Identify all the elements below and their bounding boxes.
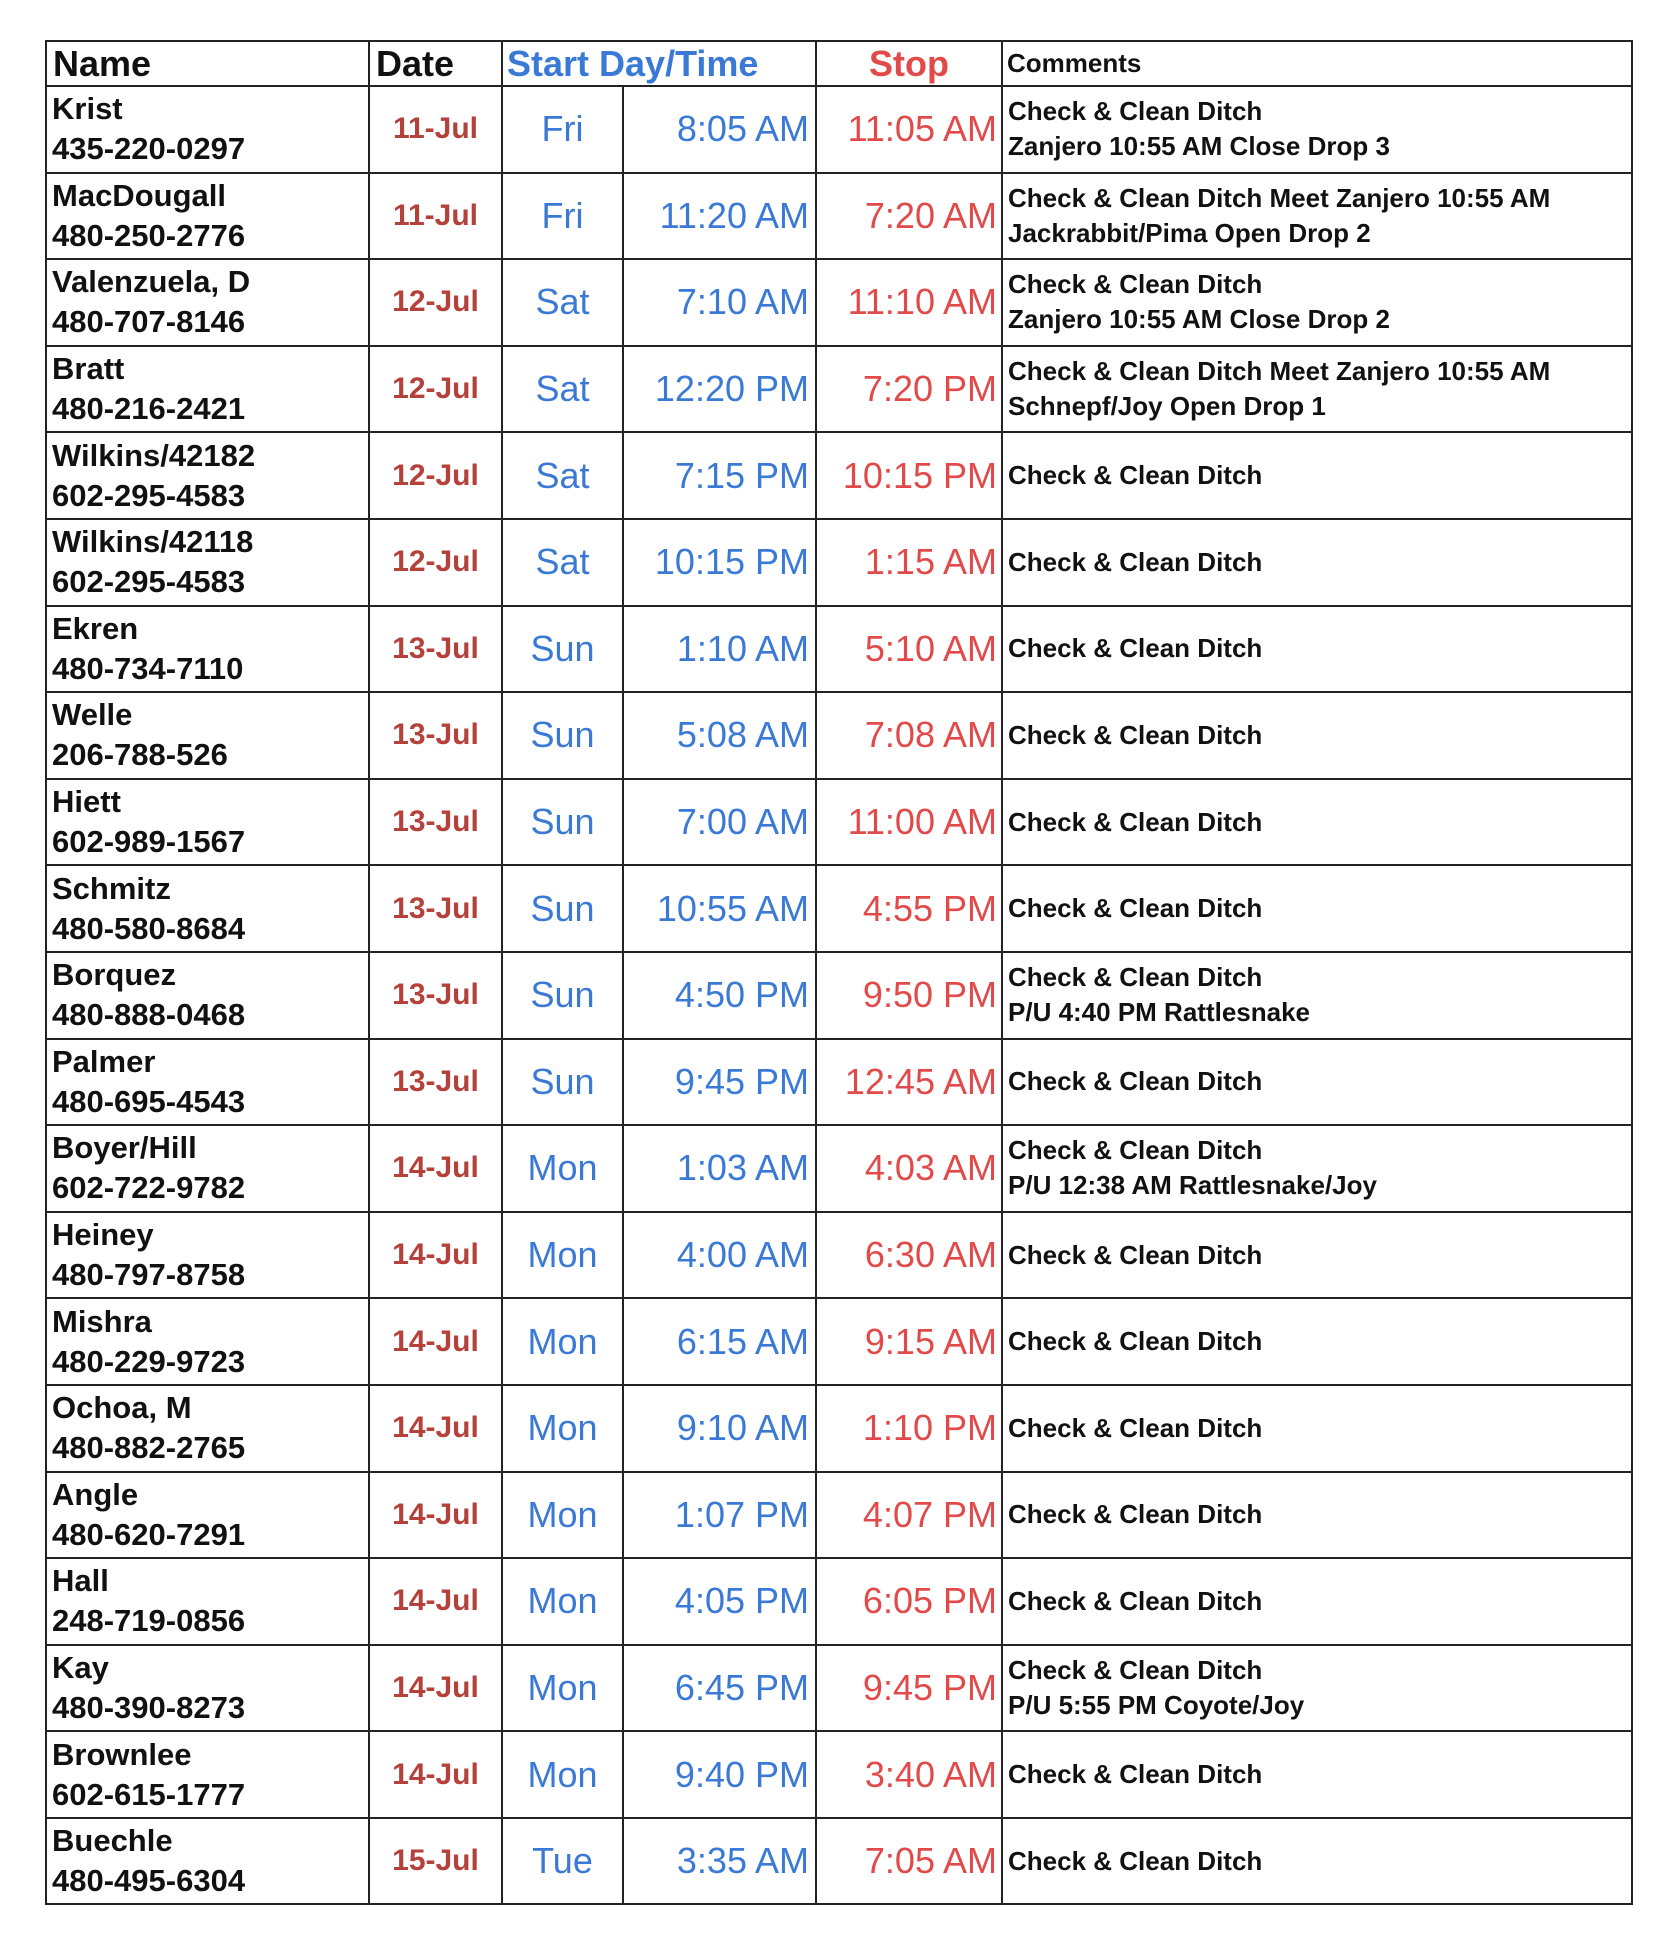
day-cell: Sat: [502, 346, 623, 433]
stop-time-cell: 5:10 AM: [816, 606, 1002, 693]
day-cell: Mon: [502, 1645, 623, 1732]
phone-number: 480-495-6304: [52, 1863, 246, 1899]
comment-line-2: Schnepf/Joy Open Drop 1: [1008, 391, 1326, 422]
date-cell: 13-Jul: [369, 692, 502, 779]
stop-time-cell: 11:10 AM: [816, 259, 1002, 346]
name-cell: [46, 1385, 369, 1472]
stop-time-cell: 9:15 AM: [816, 1298, 1002, 1385]
start-time-cell: 9:40 PM: [623, 1731, 816, 1818]
date-cell: 13-Jul: [369, 606, 502, 693]
person-name: Palmer: [52, 1043, 156, 1079]
table-row: [46, 432, 1632, 519]
day-cell: Mon: [502, 1731, 623, 1818]
comments-cell: [1002, 432, 1632, 519]
table-row: [46, 173, 1632, 260]
date-cell: 14-Jul: [369, 1212, 502, 1299]
table-row: [46, 1298, 1632, 1385]
day-cell: Sat: [502, 519, 623, 606]
header-date: Date: [369, 41, 502, 86]
comment-line-1: Check & Clean Ditch: [1008, 633, 1263, 664]
start-time-cell: 4:00 AM: [623, 1212, 816, 1299]
name-cell: [46, 1472, 369, 1559]
start-time-cell: 1:07 PM: [623, 1472, 816, 1559]
comment-line-1: Check & Clean Ditch: [1008, 269, 1263, 300]
comment-line-1: Check & Clean Ditch: [1008, 96, 1263, 127]
phone-number: 602-722-9782: [52, 1170, 246, 1206]
table-row: [46, 1125, 1632, 1212]
date-cell: 13-Jul: [369, 865, 502, 952]
day-cell: Fri: [502, 86, 623, 173]
person-name: Hiett: [52, 784, 121, 820]
comment-line-1: Check & Clean Ditch: [1008, 460, 1263, 491]
phone-number: 480-888-0468: [52, 997, 246, 1033]
phone-number: 480-734-7110: [52, 650, 244, 686]
comment-line-2: P/U 12:38 AM Rattlesnake/Joy: [1008, 1170, 1377, 1201]
name-cell: [46, 779, 369, 866]
table-row: [46, 346, 1632, 433]
start-time-cell: 5:08 AM: [623, 692, 816, 779]
stop-time-cell: 3:40 AM: [816, 1731, 1002, 1818]
start-time-cell: 4:05 PM: [623, 1558, 816, 1645]
date-cell: 14-Jul: [369, 1731, 502, 1818]
comment-line-1: Check & Clean Ditch: [1008, 1585, 1263, 1616]
person-name: Hall: [52, 1563, 109, 1599]
header-row: [46, 41, 1632, 86]
date-cell: 14-Jul: [369, 1385, 502, 1472]
person-name: Kay: [52, 1649, 109, 1685]
stop-time-cell: 7:05 AM: [816, 1818, 1002, 1905]
person-name: Bratt: [52, 351, 125, 387]
comments-cell: [1002, 519, 1632, 606]
name-cell: [46, 86, 369, 173]
header-name: Name: [46, 41, 369, 86]
header-start-day-time: Start Day/Time: [502, 41, 816, 86]
stop-time-cell: 7:20 AM: [816, 173, 1002, 260]
start-time-cell: 7:00 AM: [623, 779, 816, 866]
start-time-cell: 8:05 AM: [623, 86, 816, 173]
day-cell: Sun: [502, 606, 623, 693]
table-row: [46, 519, 1632, 606]
name-cell: [46, 1558, 369, 1645]
comment-line-1: Check & Clean Ditch: [1008, 962, 1263, 993]
table-row: [46, 692, 1632, 779]
comment-line-1: Check & Clean Ditch: [1008, 1654, 1263, 1685]
start-time-cell: 7:15 PM: [623, 432, 816, 519]
comments-cell: [1002, 692, 1632, 779]
name-cell: [46, 1039, 369, 1126]
comment-line-1: Check & Clean Ditch: [1008, 1326, 1263, 1357]
date-cell: 12-Jul: [369, 432, 502, 519]
start-time-cell: 4:50 PM: [623, 952, 816, 1039]
start-time-cell: 10:15 PM: [623, 519, 816, 606]
irrigation-schedule-table: [45, 40, 1633, 1905]
stop-time-cell: 6:05 PM: [816, 1558, 1002, 1645]
table-row: [46, 606, 1632, 693]
date-cell: 14-Jul: [369, 1298, 502, 1385]
comment-line-1: Check & Clean Ditch: [1008, 1066, 1263, 1097]
start-time-cell: 1:03 AM: [623, 1125, 816, 1212]
person-name: Wilkins/42182: [52, 437, 256, 473]
person-name: Valenzuela, D: [52, 264, 251, 300]
name-cell: [46, 692, 369, 779]
phone-number: 480-229-9723: [52, 1343, 246, 1379]
name-cell: [46, 519, 369, 606]
start-time-cell: 9:45 PM: [623, 1039, 816, 1126]
date-cell: 11-Jul: [369, 173, 502, 260]
comments-cell: [1002, 173, 1632, 260]
date-cell: 12-Jul: [369, 259, 502, 346]
day-cell: Mon: [502, 1472, 623, 1559]
name-cell: [46, 1298, 369, 1385]
date-cell: 12-Jul: [369, 346, 502, 433]
comment-line-1: Check & Clean Ditch: [1008, 1239, 1263, 1270]
stop-time-cell: 9:45 PM: [816, 1645, 1002, 1732]
day-cell: Sun: [502, 1039, 623, 1126]
person-name: Buechle: [52, 1823, 173, 1859]
date-cell: 13-Jul: [369, 1039, 502, 1126]
comment-line-2: Zanjero 10:55 AM Close Drop 2: [1008, 304, 1390, 335]
comment-line-2: Zanjero 10:55 AM Close Drop 3: [1008, 131, 1390, 162]
day-cell: Mon: [502, 1558, 623, 1645]
phone-number: 602-295-4583: [52, 564, 246, 600]
name-cell: [46, 606, 369, 693]
comments-cell: [1002, 259, 1632, 346]
comment-line-1: Check & Clean Ditch: [1008, 893, 1263, 924]
day-cell: Mon: [502, 1125, 623, 1212]
stop-time-cell: 4:55 PM: [816, 865, 1002, 952]
date-cell: 14-Jul: [369, 1125, 502, 1212]
start-time-cell: 11:20 AM: [623, 173, 816, 260]
comment-line-1: Check & Clean Ditch Meet Zanjero 10:55 AM: [1008, 356, 1551, 387]
comments-cell: [1002, 86, 1632, 173]
phone-number: 435-220-0297: [52, 131, 246, 167]
comments-cell: [1002, 1212, 1632, 1299]
stop-time-cell: 1:10 PM: [816, 1385, 1002, 1472]
table-row: [46, 1472, 1632, 1559]
comment-line-1: Check & Clean Ditch: [1008, 806, 1263, 837]
stop-time-cell: 6:30 AM: [816, 1212, 1002, 1299]
start-time-cell: 7:10 AM: [623, 259, 816, 346]
day-cell: Mon: [502, 1385, 623, 1472]
phone-number: 602-989-1567: [52, 824, 246, 860]
stop-time-cell: 1:15 AM: [816, 519, 1002, 606]
name-cell: [46, 1125, 369, 1212]
date-cell: 14-Jul: [369, 1645, 502, 1732]
comments-cell: [1002, 1298, 1632, 1385]
stop-time-cell: 11:05 AM: [816, 86, 1002, 173]
start-time-cell: 3:35 AM: [623, 1818, 816, 1905]
date-cell: 13-Jul: [369, 952, 502, 1039]
name-cell: [46, 259, 369, 346]
phone-number: 602-615-1777: [52, 1776, 246, 1812]
stop-time-cell: 10:15 PM: [816, 432, 1002, 519]
table-row: [46, 1212, 1632, 1299]
name-cell: [46, 173, 369, 260]
person-name: Welle: [52, 697, 133, 733]
name-cell: [46, 865, 369, 952]
comments-cell: [1002, 1731, 1632, 1818]
table-row: [46, 952, 1632, 1039]
comments-cell: [1002, 1645, 1632, 1732]
start-time-cell: 6:45 PM: [623, 1645, 816, 1732]
phone-number: 480-620-7291: [52, 1516, 246, 1552]
date-cell: 14-Jul: [369, 1472, 502, 1559]
person-name: Krist: [52, 91, 123, 127]
phone-number: 480-707-8146: [52, 304, 246, 340]
phone-number: 602-295-4583: [52, 477, 246, 513]
day-cell: Sat: [502, 259, 623, 346]
header-comments: Comments: [1002, 41, 1632, 86]
date-cell: 15-Jul: [369, 1818, 502, 1905]
stop-time-cell: 7:20 PM: [816, 346, 1002, 433]
day-cell: Sun: [502, 952, 623, 1039]
comments-cell: [1002, 952, 1632, 1039]
person-name: Boyer/Hill: [52, 1130, 197, 1166]
comments-cell: [1002, 1472, 1632, 1559]
comments-cell: [1002, 779, 1632, 866]
day-cell: Sun: [502, 779, 623, 866]
table-row: [46, 1039, 1632, 1126]
stop-time-cell: 7:08 AM: [816, 692, 1002, 779]
name-cell: [46, 1818, 369, 1905]
name-cell: [46, 346, 369, 433]
start-time-cell: 10:55 AM: [623, 865, 816, 952]
comment-line-1: Check & Clean Ditch: [1008, 1759, 1263, 1790]
table-row: [46, 779, 1632, 866]
table-row: [46, 1385, 1632, 1472]
day-cell: Sat: [502, 432, 623, 519]
date-cell: 13-Jul: [369, 779, 502, 866]
date-cell: 12-Jul: [369, 519, 502, 606]
stop-time-cell: 9:50 PM: [816, 952, 1002, 1039]
phone-number: 248-719-0856: [52, 1603, 246, 1639]
table-row: [46, 86, 1632, 173]
day-cell: Mon: [502, 1212, 623, 1299]
day-cell: Fri: [502, 173, 623, 260]
comment-line-2: P/U 4:40 PM Rattlesnake: [1008, 997, 1311, 1028]
date-cell: 11-Jul: [369, 86, 502, 173]
table-row: [46, 865, 1632, 952]
stop-time-cell: 11:00 AM: [816, 779, 1002, 866]
person-name: Brownlee: [52, 1736, 192, 1772]
comments-cell: [1002, 346, 1632, 433]
phone-number: 480-695-4543: [52, 1083, 246, 1119]
phone-number: 480-216-2421: [52, 391, 246, 427]
person-name: Schmitz: [52, 870, 171, 906]
table-row: [46, 1731, 1632, 1818]
person-name: Ochoa, M: [52, 1390, 192, 1426]
header-stop: Stop: [816, 41, 1002, 86]
comment-line-2: Jackrabbit/Pima Open Drop 2: [1008, 217, 1371, 248]
comment-line-1: Check & Clean Ditch: [1008, 1499, 1263, 1530]
day-cell: Tue: [502, 1818, 623, 1905]
comments-cell: [1002, 1125, 1632, 1212]
stop-time-cell: 12:45 AM: [816, 1039, 1002, 1126]
table-row: [46, 1558, 1632, 1645]
stop-time-cell: 4:07 PM: [816, 1472, 1002, 1559]
name-cell: [46, 952, 369, 1039]
comment-line-1: Check & Clean Ditch: [1008, 1412, 1263, 1443]
name-cell: [46, 1731, 369, 1818]
start-time-cell: 9:10 AM: [623, 1385, 816, 1472]
person-name: Wilkins/42118: [52, 524, 254, 560]
table-row: [46, 1818, 1632, 1905]
comments-cell: [1002, 1039, 1632, 1126]
phone-number: 480-580-8684: [52, 910, 246, 946]
comments-cell: [1002, 1558, 1632, 1645]
start-time-cell: 6:15 AM: [623, 1298, 816, 1385]
comments-cell: [1002, 1385, 1632, 1472]
day-cell: Mon: [502, 1298, 623, 1385]
comment-line-2: P/U 5:55 PM Coyote/Joy: [1008, 1689, 1305, 1720]
phone-number: 206-788-526: [52, 737, 228, 773]
comments-cell: [1002, 865, 1632, 952]
day-cell: Sun: [502, 692, 623, 779]
person-name: MacDougall: [52, 177, 226, 213]
comment-line-1: Check & Clean Ditch: [1008, 546, 1263, 577]
table-row: [46, 259, 1632, 346]
phone-number: 480-797-8758: [52, 1257, 246, 1293]
comment-line-1: Check & Clean Ditch: [1008, 1845, 1263, 1876]
comment-line-1: Check & Clean Ditch: [1008, 719, 1263, 750]
start-time-cell: 12:20 PM: [623, 346, 816, 433]
person-name: Angle: [52, 1476, 139, 1512]
table-row: [46, 1645, 1632, 1732]
day-cell: Sun: [502, 865, 623, 952]
person-name: Borquez: [52, 957, 176, 993]
date-cell: 14-Jul: [369, 1558, 502, 1645]
comments-cell: [1002, 1818, 1632, 1905]
name-cell: [46, 1212, 369, 1299]
comments-cell: [1002, 606, 1632, 693]
phone-number: 480-250-2776: [52, 217, 246, 253]
comment-line-1: Check & Clean Ditch Meet Zanjero 10:55 AM: [1008, 182, 1551, 213]
person-name: Ekren: [52, 610, 139, 646]
person-name: Heiney: [52, 1217, 154, 1253]
phone-number: 480-390-8273: [52, 1689, 246, 1725]
person-name: Mishra: [52, 1303, 152, 1339]
name-cell: [46, 432, 369, 519]
start-time-cell: 1:10 AM: [623, 606, 816, 693]
comment-line-1: Check & Clean Ditch: [1008, 1135, 1263, 1166]
name-cell: [46, 1645, 369, 1732]
phone-number: 480-882-2765: [52, 1430, 246, 1466]
stop-time-cell: 4:03 AM: [816, 1125, 1002, 1212]
